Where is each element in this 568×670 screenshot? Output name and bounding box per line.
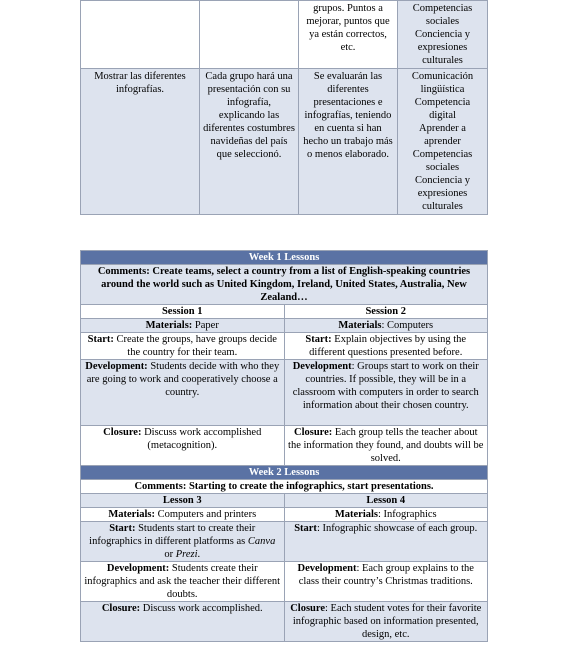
development-text: Students create their infographics and ask the teacher their different doubts. xyxy=(84,563,281,600)
week-header-row xyxy=(81,466,488,480)
development-text: : Groups start to work on their countries. If possible, they will be in a classroom with computers in order to search information about their chosen country. xyxy=(292,361,479,411)
competence-item: Aprender a aprender xyxy=(419,123,466,147)
closure-label: Closure: xyxy=(103,427,142,438)
evaluation-row xyxy=(81,69,488,215)
closure-row xyxy=(81,426,488,466)
materials-cell xyxy=(81,508,285,522)
competence-item: Comunicación lingüística xyxy=(411,71,474,95)
competence-item: Competencias sociales xyxy=(412,149,473,173)
closure-label: Closure: xyxy=(293,427,333,438)
lessons-table xyxy=(80,250,488,642)
competences-cell xyxy=(398,69,488,215)
start-cell xyxy=(284,333,488,360)
start-text: Explain objectives by using the different questions presented before. xyxy=(309,334,467,358)
session-header: Lesson 3 xyxy=(81,494,285,508)
materials-label: Materials xyxy=(338,320,382,331)
development-label: Development xyxy=(297,563,357,574)
table-cell xyxy=(81,1,200,69)
development-row xyxy=(81,562,488,602)
session-header: Session 2 xyxy=(284,305,488,319)
materials-label: Materials: xyxy=(108,509,155,520)
development-cell xyxy=(81,360,285,426)
materials-row xyxy=(81,508,488,522)
materials-label: Materials xyxy=(334,509,379,520)
week-title: Week 2 Lessons xyxy=(81,466,488,480)
development-label: Development: xyxy=(85,361,148,372)
closure-text: Discuss work accomplished (metacognition). xyxy=(141,427,262,451)
start-cell xyxy=(284,522,488,562)
development-label: Development xyxy=(292,361,352,372)
closure-label: Closure xyxy=(290,603,326,614)
closure-cell xyxy=(284,602,488,642)
comment-row xyxy=(81,480,488,494)
development-label: Development: xyxy=(106,563,170,574)
week-comment: Comments: Starting to create the infographics, start presentations. xyxy=(81,480,488,494)
start-text: or xyxy=(164,549,176,560)
start-row xyxy=(81,333,488,360)
closure-label: Closure: xyxy=(101,603,141,614)
evaluation-cell: Se evaluarán las diferentes presentaciones e infografías, teniendo en cuenta si han hecho un trabajo más o menos elaborado. xyxy=(299,69,398,215)
competences-cell xyxy=(398,1,488,69)
comment-row xyxy=(81,265,488,305)
closure-cell xyxy=(81,602,285,642)
materials-text: Computers and printers xyxy=(154,509,257,520)
week-title: Week 1 Lessons xyxy=(81,251,488,265)
materials-cell xyxy=(284,319,488,333)
closure-cell xyxy=(284,426,488,466)
start-cell xyxy=(81,522,285,562)
materials-text: : Computers xyxy=(381,320,434,331)
evaluation-cell: grupos. Puntos a mejorar, puntos que ya están correctos, etc. xyxy=(299,1,398,69)
start-row xyxy=(81,522,488,562)
session-header-row xyxy=(81,305,488,319)
platform-name: Canva xyxy=(247,536,276,547)
table-cell xyxy=(200,1,299,69)
start-label: Start xyxy=(294,523,317,534)
materials-text: : Infographics xyxy=(378,509,437,520)
start-text: . xyxy=(197,549,201,560)
session-header: Session 1 xyxy=(81,305,285,319)
procedure-cell: Cada grupo hará una presentación con su infografía, explicando las diferentes costumbres navideñas del país que seleccionó. xyxy=(200,69,299,215)
session-header-row xyxy=(81,494,488,508)
materials-row xyxy=(81,319,488,333)
development-cell xyxy=(81,562,285,602)
development-row xyxy=(81,360,488,426)
activity-cell: Mostrar las diferentes infografías. xyxy=(81,69,200,215)
competences-text: Competencias sociales Conciencia y expresiones culturales xyxy=(412,3,473,66)
development-cell xyxy=(284,562,488,602)
closure-text: Each group tells the teacher about the information they found, and doubts will be solved. xyxy=(288,427,484,464)
start-text: : Infographic showcase of each group. xyxy=(316,523,478,534)
closure-text: : Each student votes for their favorite infographic based on information presented, design, etc. xyxy=(292,603,482,640)
closure-cell xyxy=(81,426,285,466)
materials-cell xyxy=(81,319,285,333)
week-header-row xyxy=(81,251,488,265)
evaluation-row xyxy=(81,1,488,69)
development-text: Students decide with who they are going to work and cooperatively choose a country. xyxy=(86,361,280,398)
start-cell xyxy=(81,333,285,360)
start-label: Start: xyxy=(109,523,136,534)
materials-label: Materials: xyxy=(145,320,193,331)
competence-item: Competencia digital xyxy=(414,97,471,121)
closure-row xyxy=(81,602,488,642)
week-comment: Comments: Create teams, select a country from a list of English-speaking countries around the world such as United Kingdom, Ireland, United States, Australia, New Zealand… xyxy=(81,265,488,305)
start-label: Start: xyxy=(87,334,114,345)
platform-name: Prezi xyxy=(175,549,198,560)
evaluation-table xyxy=(80,0,488,215)
session-header: Lesson 4 xyxy=(284,494,488,508)
competence-item: Conciencia y expresiones culturales xyxy=(414,175,471,212)
start-text: Create the groups, have groups decide the country for their team. xyxy=(113,334,277,358)
closure-text: Discuss work accomplished. xyxy=(140,603,263,614)
materials-cell xyxy=(284,508,488,522)
development-text: : Each group explains to the class their country’s Christmas traditions. xyxy=(298,563,474,587)
start-label: Start: xyxy=(305,334,332,345)
start-text: Students start to create their infographics in different platforms as xyxy=(89,523,256,547)
development-cell xyxy=(284,360,488,426)
materials-text: Paper xyxy=(192,320,219,331)
